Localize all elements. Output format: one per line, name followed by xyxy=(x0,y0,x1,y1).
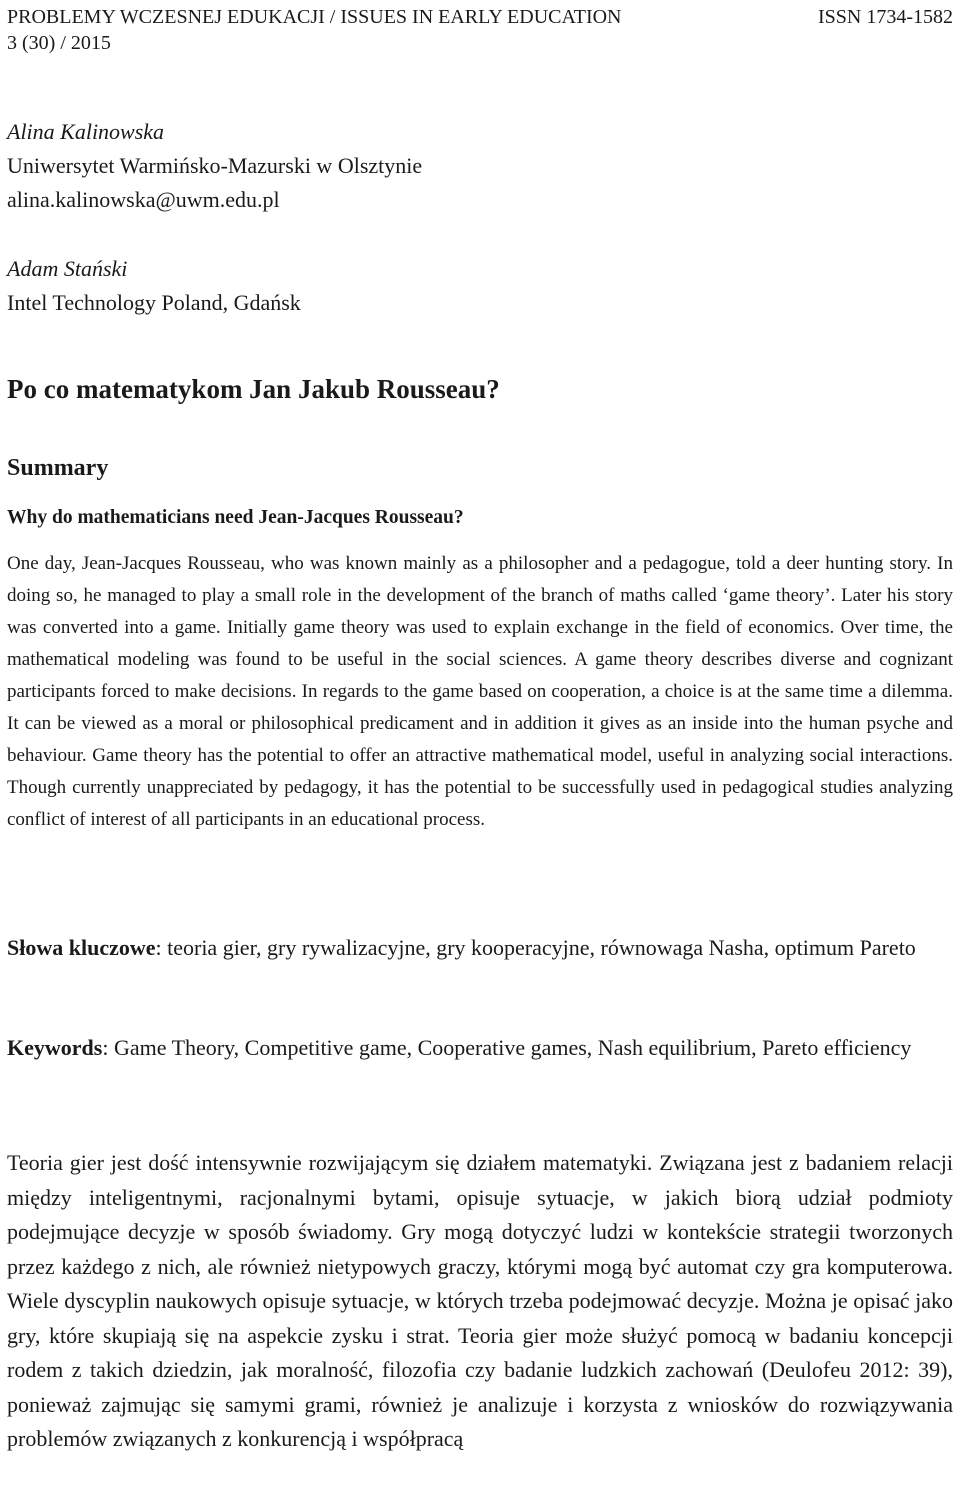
keywords-polish-text: : teoria gier, gry rywalizacyjne, gry kooperacyjne, równowaga Nasha, optimum Pareto xyxy=(155,935,916,960)
keywords-polish-label: Słowa kluczowe xyxy=(7,935,156,960)
summary-heading: Summary xyxy=(7,455,109,481)
author-affiliation: Intel Technology Poland, Gdańsk xyxy=(7,290,301,315)
issn: ISSN 1734-1582 xyxy=(817,6,953,28)
keywords-english-text: : Game Theory, Competitive game, Cooperative games, Nash equilibrium, Pareto efficiency xyxy=(102,1035,912,1060)
keywords-english xyxy=(7,1031,953,1065)
article-title: Po co matematykom Jan Jakub Rousseau? xyxy=(7,374,500,404)
author-block xyxy=(7,115,422,217)
issue-number: 3 (30) / 2015 xyxy=(7,32,111,54)
author-block xyxy=(7,252,422,320)
keywords-polish xyxy=(7,931,953,965)
author-name: Alina Kalinowska xyxy=(7,119,165,144)
journal-name: PROBLEMY WCZESNEJ EDUKACJI / ISSUES IN EARLY EDUCATION xyxy=(7,6,622,28)
author-name: Adam Stański xyxy=(7,256,128,281)
author-list xyxy=(7,115,422,320)
author-affiliation: Uniwersytet Warmińsko-Mazurski w Olsztynie xyxy=(7,153,423,178)
body-paragraph: Teoria gier jest dość intensywnie rozwijającym się działem matematyki. Związana jest z badaniem relacji między inteligentnymi, racjonalnymi bytami, opisuje sytuacje, w jakich biorą udział podmioty podejmujące decyzje w sposób świadomy. Gry mogą dotyczyć ludzi w kontekście strategii tworzonych przez każdego z nich, ale również nietypowych graczy, którymi mogą być automat czy gra komputerowa. Wiele dyscyplin naukowych opisuje sytuacje, w których trzeba podejmować decyzje. Można je opisać jako gry, które skupiają się na aspekcie zysku i strat. Teoria gier może służyć pomocą w badaniu koncepcji rodem z takich dziedzin, jak moralność, filozofia czy badanie ludzkich zachowań (Deulofeu 2012: 39), ponieważ zajmując się samymi grami, również je analizuje i korzysta z wniosków do rozwiązywania problemów związanych z konkurencją i współpracą xyxy=(7,1150,953,1451)
summary-subtitle: Why do mathematicians need Jean-Jacques Rousseau? xyxy=(7,507,464,528)
keywords-english-label: Keywords xyxy=(7,1035,103,1060)
author-email: alina.kalinowska@uwm.edu.pl xyxy=(7,187,280,212)
summary-text: One day, Jean-Jacques Rousseau, who was known mainly as a philosopher and a pedagogue, told a deer hunting story. In doing so, he managed to play a small role in the development of the branch of maths called ‘game theory’. Later his story was converted into a game. Initially game theory was used to explain exchange in the field of economics. Over time, the mathematical modeling was found to be useful in the social sciences. A game theory describes diverse and cognizant participants forced to make decisions. In regards to the game based on cooperation, a choice is at the same time a dilemma. It can be viewed as a moral or philosophical predicament and in addition it gives as an inside into the human psyche and behaviour. Game theory has the potential to offer an attractive mathematical model, useful in analyzing social interactions. Though currently unappreciated by pedagogy, it has the potential to be successfully used in pedagogical studies analyzing conflict of interest of all participants in an educational process. xyxy=(7,553,953,830)
